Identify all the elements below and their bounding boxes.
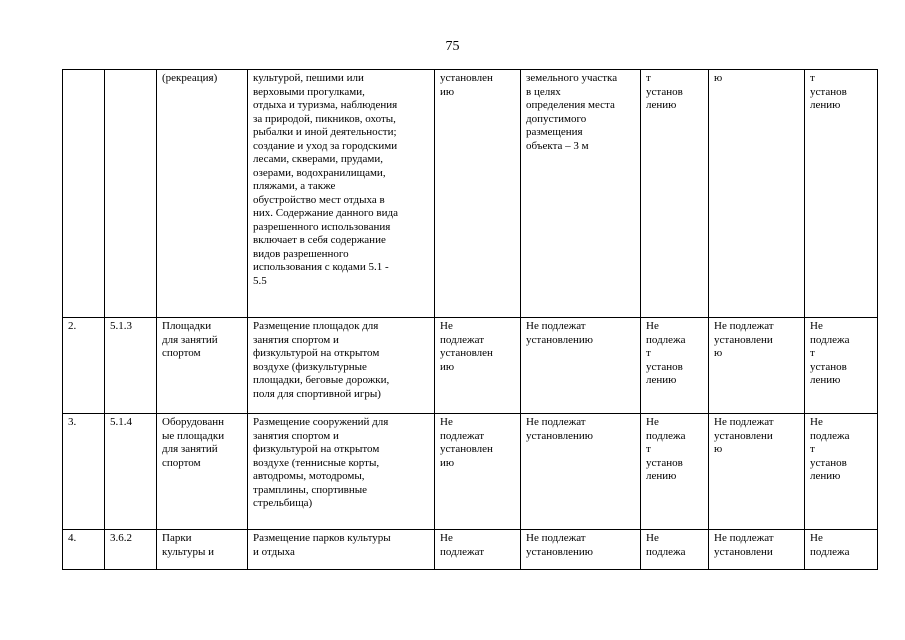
parameter-cell: Не подлежа	[641, 530, 709, 570]
parameter-cell: Не подлежа т установ лению	[805, 414, 878, 530]
parameter-cell: т установ лению	[805, 70, 878, 318]
parameter-cell: Не подлежа т установ лению	[805, 318, 878, 414]
parameter-cell: т установ лению	[641, 70, 709, 318]
parameter-cell: Не подлежа т установ лению	[641, 414, 709, 530]
parameter-cell: Не подлежат установлению	[521, 530, 641, 570]
use-name-cell: (рекреация)	[157, 70, 248, 318]
parameter-cell: Не подлежа	[805, 530, 878, 570]
parameter-cell: установлен ию	[435, 70, 521, 318]
table-row	[63, 318, 878, 414]
use-code-cell: 3.6.2	[105, 530, 157, 570]
use-description-cell: Размещение площадок для занятия спортом и физкультурой на открытом воздухе (физкультурные площадки, беговые дорожки, поля для спортивной игры)	[248, 318, 435, 414]
use-code-cell: 5.1.4	[105, 414, 157, 530]
use-code-cell	[105, 70, 157, 318]
row-number-cell: 3.	[63, 414, 105, 530]
use-name-cell: Площадки для занятий спортом	[157, 318, 248, 414]
row-number-cell	[63, 70, 105, 318]
table-row	[63, 70, 878, 318]
page-number: 75	[445, 39, 460, 54]
parameter-cell: Не подлежат установлению	[521, 414, 641, 530]
row-number-cell: 2.	[63, 318, 105, 414]
parameter-cell: Не подлежат установлени	[709, 530, 805, 570]
parameter-cell: ю	[709, 70, 805, 318]
use-description-cell: Размещение парков культуры и отдыха	[248, 530, 435, 570]
parameter-cell: Не подлежа т установ лению	[641, 318, 709, 414]
parameter-cell: Не подлежат установлен ию	[435, 414, 521, 530]
parameter-cell: Не подлежат установлен ию	[435, 318, 521, 414]
parameter-cell: Не подлежат установлению	[521, 318, 641, 414]
use-name-cell: Парки культуры и	[157, 530, 248, 570]
use-name-cell: Оборудованн ые площадки для занятий спортом	[157, 414, 248, 530]
use-code-cell: 5.1.3	[105, 318, 157, 414]
parameter-cell: Не подлежат установлени ю	[709, 414, 805, 530]
use-description-cell: Размещение сооружений для занятия спортом и физкультурой на открытом воздухе (теннисные корты, автодромы, мотодромы, трамплины, спортивные стрельбища)	[248, 414, 435, 530]
table-row	[63, 530, 878, 570]
parameter-cell: Не подлежат	[435, 530, 521, 570]
row-number-cell: 4.	[63, 530, 105, 570]
table-row	[63, 414, 878, 530]
parameter-cell: Не подлежат установлени ю	[709, 318, 805, 414]
use-description-cell: культурой, пешими или верховыми прогулками, отдыха и туризма, наблюдения за природой, пикников, охоты, рыбалки и иной деятельности; создание и уход за городскими лесами, скверами, прудами, озерами, водохранилищами, пляжами, а также обустройство мест отдыха в них. Содержание данного вида разрешенного использования включает в себя содержание видов разрешенного использования с кодами 5.1 - 5.5	[248, 70, 435, 318]
parameter-cell: земельного участка в целях определения места допустимого размещения объекта – 3 м	[521, 70, 641, 318]
regulations-table	[62, 69, 878, 570]
